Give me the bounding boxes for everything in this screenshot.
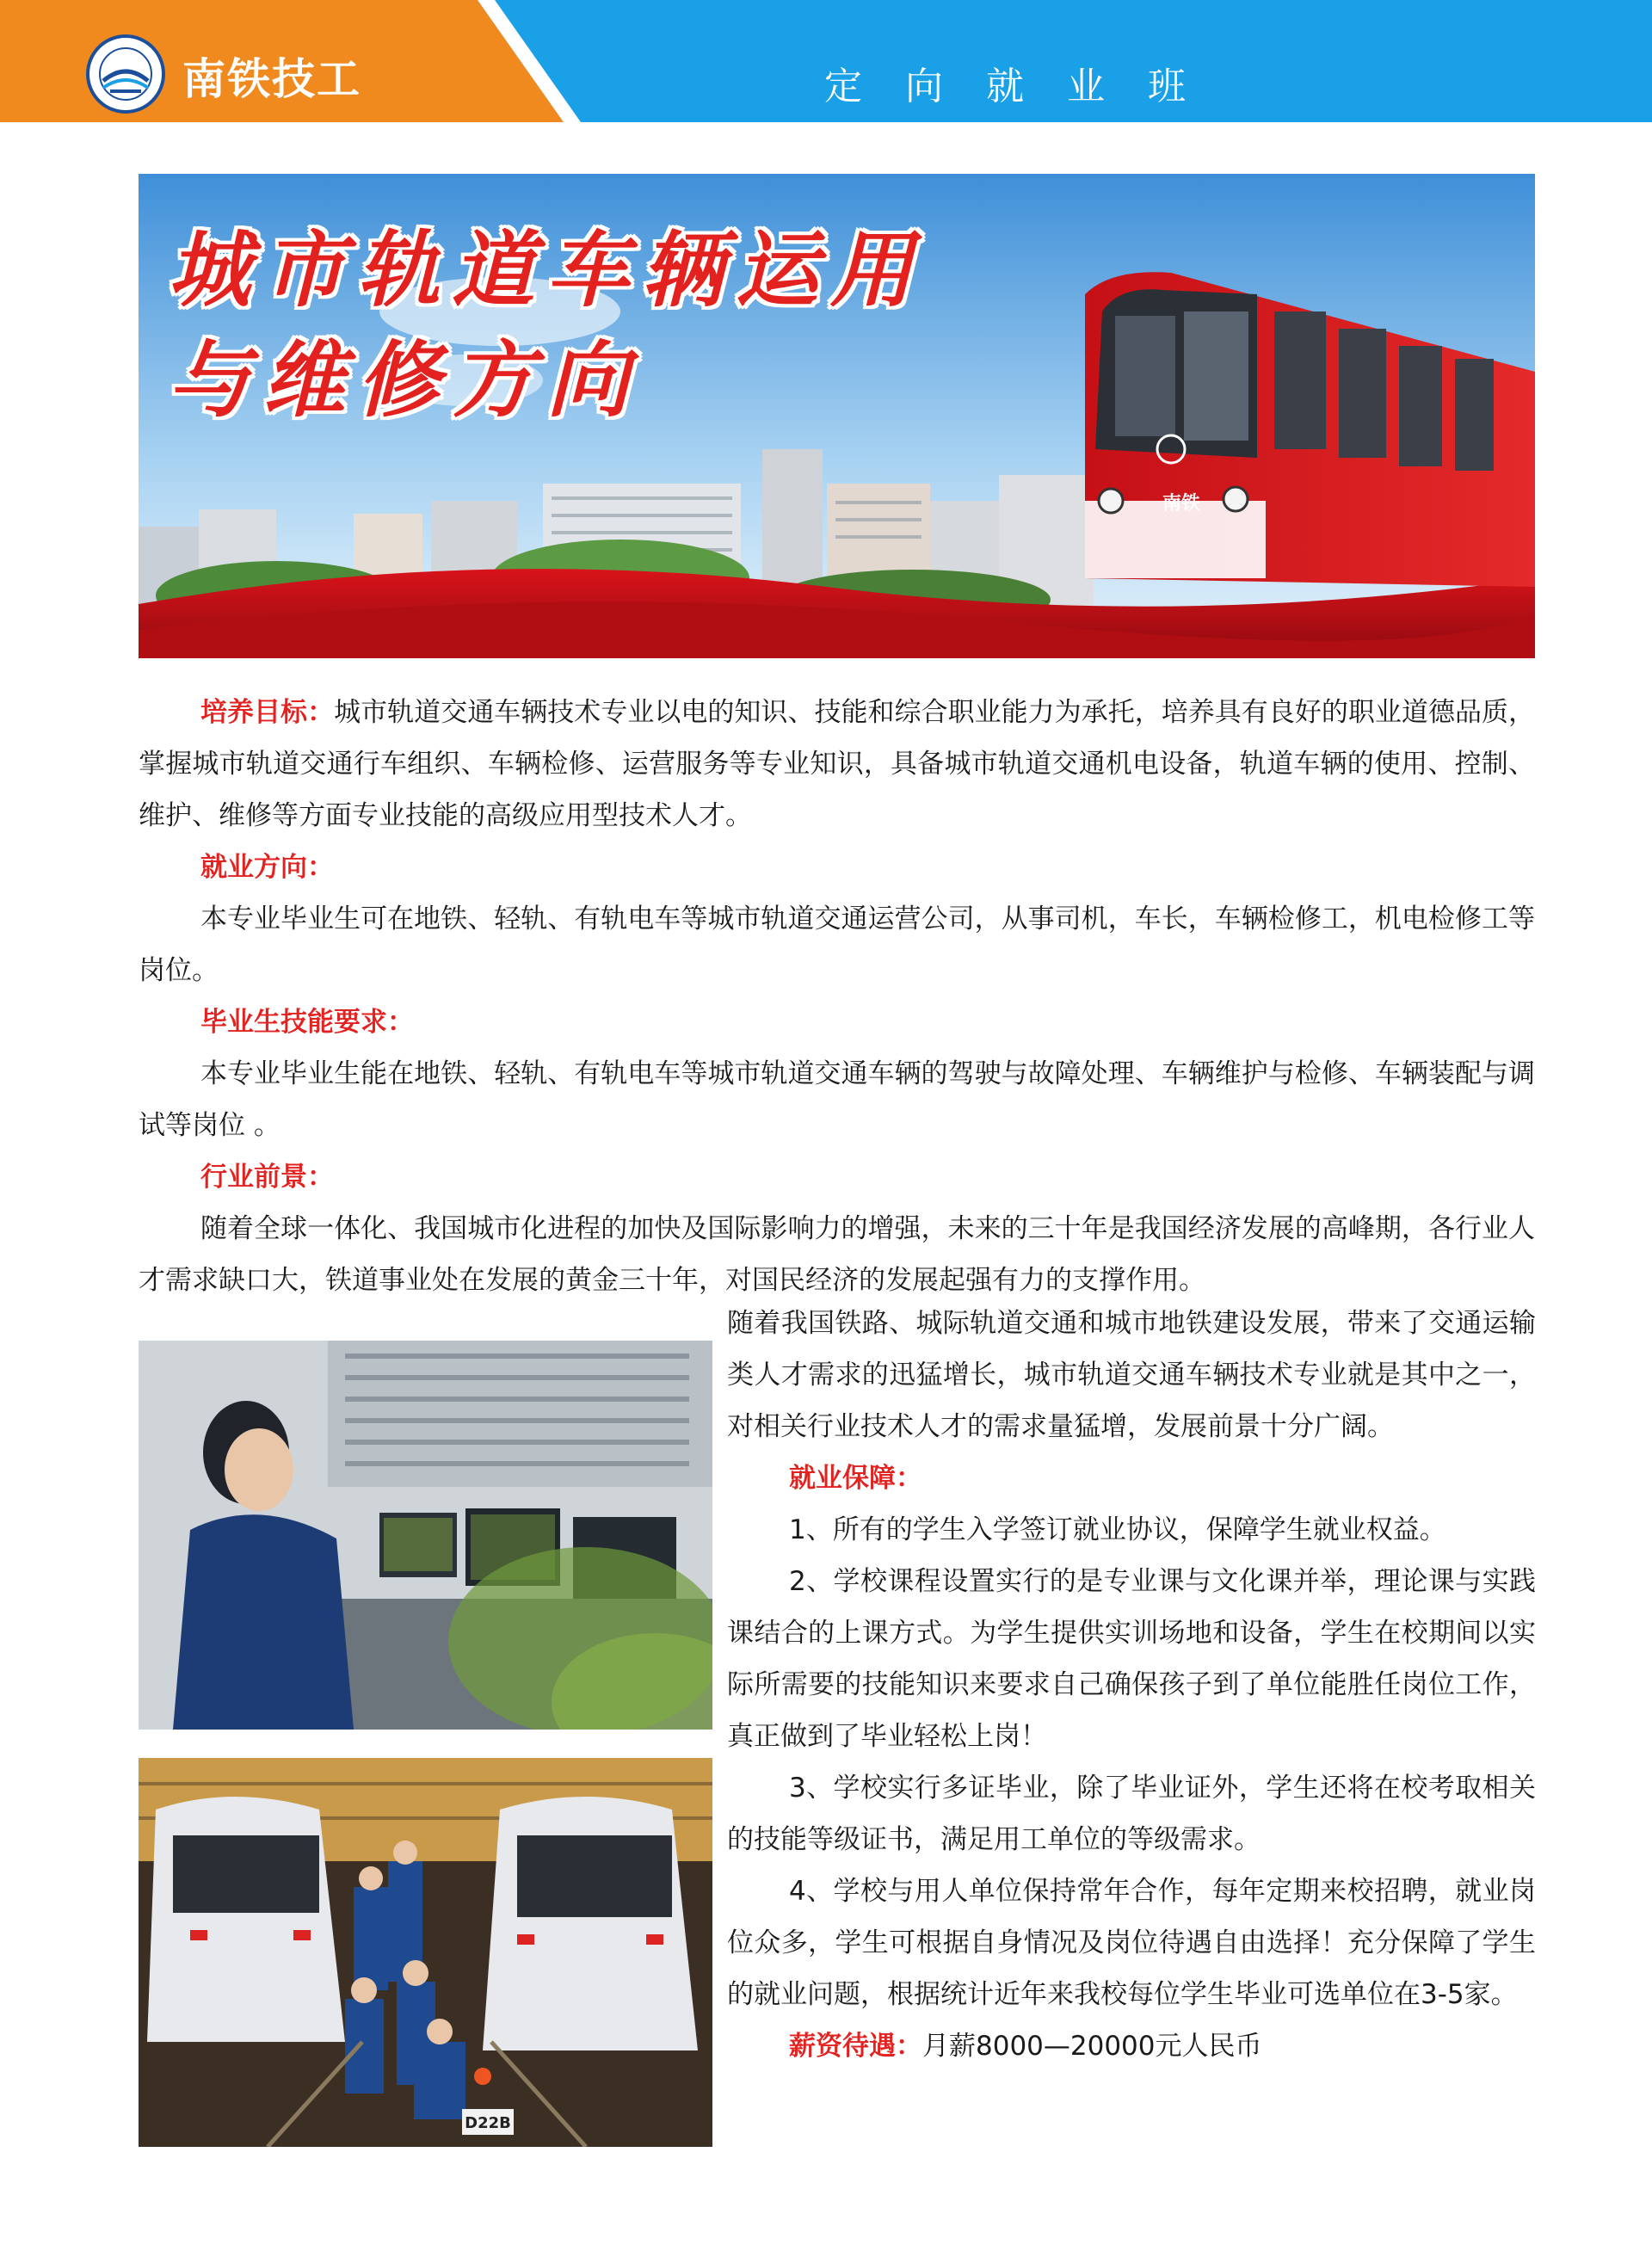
employment-text: 本专业毕业生可在地铁、轻轨、有轨电车等城市轨道交通运营公司，从事司机，车长，车辆检修工，机电检修工等岗位。: [139, 903, 1535, 986]
banner-title-line2: 与维修方向: [168, 331, 641, 429]
salary-paragraph: [727, 2020, 1536, 2072]
train-maintenance-photo: [139, 1758, 712, 2147]
guarantee-item: 1、所有的学生入学签订就业协议，保障学生就业权益。: [789, 1514, 1446, 1545]
main-text-column: [139, 687, 1535, 1306]
right-text-column: [727, 1298, 1536, 2072]
guarantee-item: 4、学校与用人单位保持常年合作，每年定期来校招聘，就业岗位众多，学生可根据自身情况及岗位待遇自由选择！充分保障了学生的就业问题，根据统计近年来我校每位学生毕业可选单位在3-5家。: [727, 1876, 1536, 2010]
brand-name: 南铁技工: [182, 54, 361, 104]
goal-text: 城市轨道交通车辆技术专业以电的知识、技能和综合职业能力为承托，培养具有良好的职业道德品质，掌握城市轨道交通行车组织、车辆检修、运营服务等专业知识，具备城市轨道交通机电设备，轨道车辆的使用、控制、维护、维修等方面专业技能的高级应用型技术人才。: [139, 697, 1536, 831]
train-label: 南铁: [1162, 492, 1201, 515]
prospect-label: 行业前景：: [200, 1162, 334, 1193]
skills-text: 本专业毕业生能在地铁、轻轨、有轨电车等城市轨道交通车辆的驾驶与故障处理、车辆维护与检修、车辆装配与调试等岗位 。: [139, 1058, 1535, 1141]
school-logo-icon: [84, 33, 167, 115]
guarantee-label: 就业保障：: [789, 1463, 922, 1494]
salary-text: 月薪8000—20000元人民币: [922, 2031, 1262, 2062]
header-bar: [0, 0, 1652, 122]
guarantee-item: 2、学校课程设置实行的是专业课与文化课并举，理论课与实践课结合的上课方式。为学生提供实训场地和设备，学生在校期间以实际所需要的技能知识来要求自己确保孩子到了单位能胜任岗位工作，真正做到了毕业轻松上岗！: [727, 1566, 1536, 1752]
banner-title-line1: 城市轨道车辆运用: [168, 221, 925, 318]
control-room-photo: [139, 1341, 712, 1730]
prospect-text-right: 随着我国铁路、城际轨道交通和城市地铁建设发展，带来了交通运输类人才需求的迅猛增长，城市轨道交通车辆技术专业就是其中之一，对相关行业技术人才的需求量猛增，发展前景十分广阔。: [727, 1308, 1536, 1442]
banner-title: [168, 215, 925, 435]
skills-label: 毕业生技能要求：: [200, 1007, 414, 1038]
prospect-heading: [139, 1151, 1535, 1203]
page-header-title: 定向就业班: [824, 65, 1229, 108]
skills-heading: [139, 996, 1535, 1048]
guarantee-item: 3、学校实行多证毕业，除了毕业证外，学生还将在校考取相关的技能等级证书，满足用工单位的等级需求。: [727, 1773, 1536, 1855]
salary-label: 薪资待遇：: [789, 2031, 922, 2062]
employment-heading: [139, 842, 1535, 893]
goal-paragraph: [139, 687, 1535, 842]
goal-label: 培养目标：: [200, 697, 335, 728]
hero-banner: [139, 174, 1535, 658]
employment-label: 就业方向：: [200, 852, 334, 883]
guarantee-heading: [727, 1452, 1536, 1504]
prospect-text: 随着全球一体化、我国城市化进程的加快及国际影响力的增强，未来的三十年是我国经济发展的高峰期，各行业人才需求缺口大，铁道事业处在发展的黄金三十年，对国民经济的发展起强有力的支撑作用。: [139, 1213, 1535, 1296]
train-number: D22B: [465, 2114, 511, 2132]
